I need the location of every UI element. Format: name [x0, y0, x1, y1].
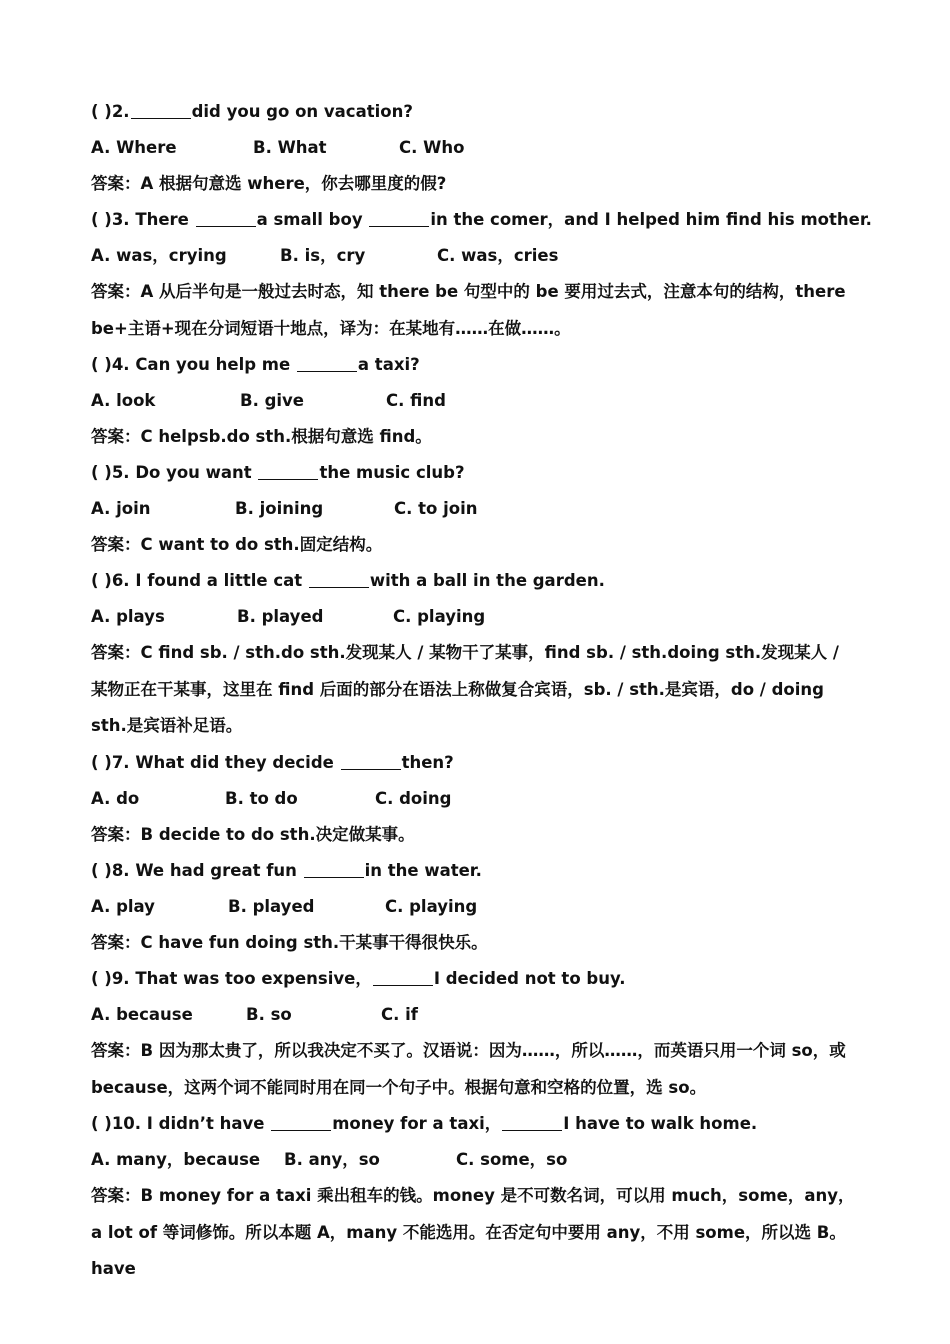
- question-7: [91, 745, 861, 781]
- answer-5: 答案：C want to do sth.固定结构。: [91, 535, 383, 554]
- options-3: [91, 238, 861, 274]
- question-2: [91, 94, 861, 130]
- question-6: [91, 563, 861, 599]
- question-text: ( )9. That was too expensive，: [91, 969, 372, 988]
- option-b: B. so: [246, 1005, 292, 1024]
- question-text: a taxi?: [357, 355, 420, 374]
- options-5: [91, 491, 861, 527]
- question-9: [91, 961, 861, 997]
- question-text: I have to walk home.: [563, 1114, 758, 1133]
- options-4: [91, 383, 861, 419]
- question-text: ( )5. Do you want: [91, 463, 258, 482]
- option-b: B. What: [253, 138, 327, 157]
- question-text: ( )2.: [91, 102, 130, 121]
- options-7: [91, 781, 861, 817]
- question-text: in the comer，and I helped him find his mother.: [430, 210, 872, 229]
- blank: [341, 751, 401, 770]
- option-b: B. any，so: [284, 1150, 380, 1169]
- blank: [373, 967, 433, 986]
- option-c: C. Who: [399, 138, 465, 157]
- option-b: B. played: [237, 607, 324, 626]
- document-page: [91, 94, 872, 1278]
- question-4: [91, 347, 861, 383]
- answer-3: 答案：A 从后半句是一般过去时态，知 there be 句型中的 be 要用过去式，注意本句的结构，there be+主语+现在分词短语十地点，译为：在某地有……在做……。: [91, 282, 846, 338]
- option-c: C. playing: [385, 897, 478, 916]
- blank: [297, 353, 357, 372]
- option-a: A. play: [91, 897, 155, 916]
- question-text: with a ball in the garden.: [369, 571, 605, 590]
- answer-4: 答案：C helpsb.do sth.根据句意选 find。: [91, 427, 432, 446]
- question-3: [91, 202, 872, 238]
- blank: [502, 1112, 562, 1131]
- answer-6: 答案：C find sb. / sth.do sth.发现某人 / 某物干了某事，find sb. / sth.doing sth.发现某人 / 某物正在干某事，这里在 find 后面的部分在语法上称做复合宾语，sb. / sth.是宾语，do / doing sth.是宾语补足语。: [91, 643, 839, 735]
- option-a: A. many，because: [91, 1150, 261, 1169]
- options-9: [91, 997, 861, 1033]
- options-6: [91, 599, 861, 635]
- question-8: [91, 853, 861, 889]
- option-a: A. was，crying: [91, 246, 227, 265]
- option-c: C. to join: [394, 499, 478, 518]
- blank: [131, 100, 191, 119]
- answer-10: 答案：B money for a taxi 乘出租车的钱。money 是不可数名词，可以用 much，some，any，a lot of 等词修饰。所以本题 A，many 不能选用。在否定句中要用 any，不用 some，所以选 B。have: [91, 1186, 855, 1278]
- option-b: B. to do: [225, 789, 298, 808]
- answer-8: 答案：C have fun doing sth.干某事干得很快乐。: [91, 933, 488, 952]
- question-text: the music club?: [319, 463, 465, 482]
- answer-7: 答案：B decide to do sth.决定做某事。: [91, 825, 415, 844]
- option-c: C. doing: [375, 789, 452, 808]
- question-text: ( )6. I found a little cat: [91, 571, 308, 590]
- question-10: [91, 1106, 861, 1142]
- option-c: C. playing: [393, 607, 486, 626]
- option-a: A. look: [91, 391, 156, 410]
- option-a: A. plays: [91, 607, 165, 626]
- options-10: [91, 1142, 861, 1178]
- options-8: [91, 889, 861, 925]
- question-text: ( )3. There: [91, 210, 195, 229]
- question-text: a small boy: [256, 210, 369, 229]
- question-text: in the water.: [364, 861, 482, 880]
- option-c: C. was，cries: [437, 246, 559, 265]
- answer-9: 答案：B 因为那太贵了，所以我决定不买了。汉语说：因为……，所以……，而英语只用一个词 so，或 because，这两个词不能同时用在同一个句子中。根据句意和空格的位置，选 so。: [91, 1041, 846, 1097]
- options-2: [91, 130, 861, 166]
- blank: [258, 461, 318, 480]
- option-c: C. if: [381, 1005, 418, 1024]
- option-c: C. find: [386, 391, 446, 410]
- question-5: [91, 455, 861, 491]
- question-text: money for a taxi，: [332, 1114, 502, 1133]
- question-text: ( )10. I didn’t have: [91, 1114, 271, 1133]
- question-text: I decided not to buy.: [433, 969, 626, 988]
- option-b: B. joining: [235, 499, 324, 518]
- question-text: then?: [401, 753, 454, 772]
- option-b: B. is，cry: [280, 246, 366, 265]
- question-text: ( )7. What did they decide: [91, 753, 340, 772]
- blank: [304, 859, 364, 878]
- option-a: A. Where: [91, 138, 177, 157]
- answer-2: 答案：A 根据句意选 where，你去哪里度的假?: [91, 174, 447, 193]
- question-text: did you go on vacation?: [191, 102, 413, 121]
- option-b: B. give: [240, 391, 305, 410]
- option-a: A. do: [91, 789, 140, 808]
- question-text: ( )4. Can you help me: [91, 355, 296, 374]
- option-c: C. some，so: [456, 1150, 568, 1169]
- blank: [271, 1112, 331, 1131]
- question-text: ( )8. We had great fun: [91, 861, 303, 880]
- blank: [196, 208, 256, 227]
- option-a: A. join: [91, 499, 151, 518]
- blank: [369, 208, 429, 227]
- blank: [309, 569, 369, 588]
- option-b: B. played: [228, 897, 315, 916]
- option-a: A. because: [91, 1005, 193, 1024]
